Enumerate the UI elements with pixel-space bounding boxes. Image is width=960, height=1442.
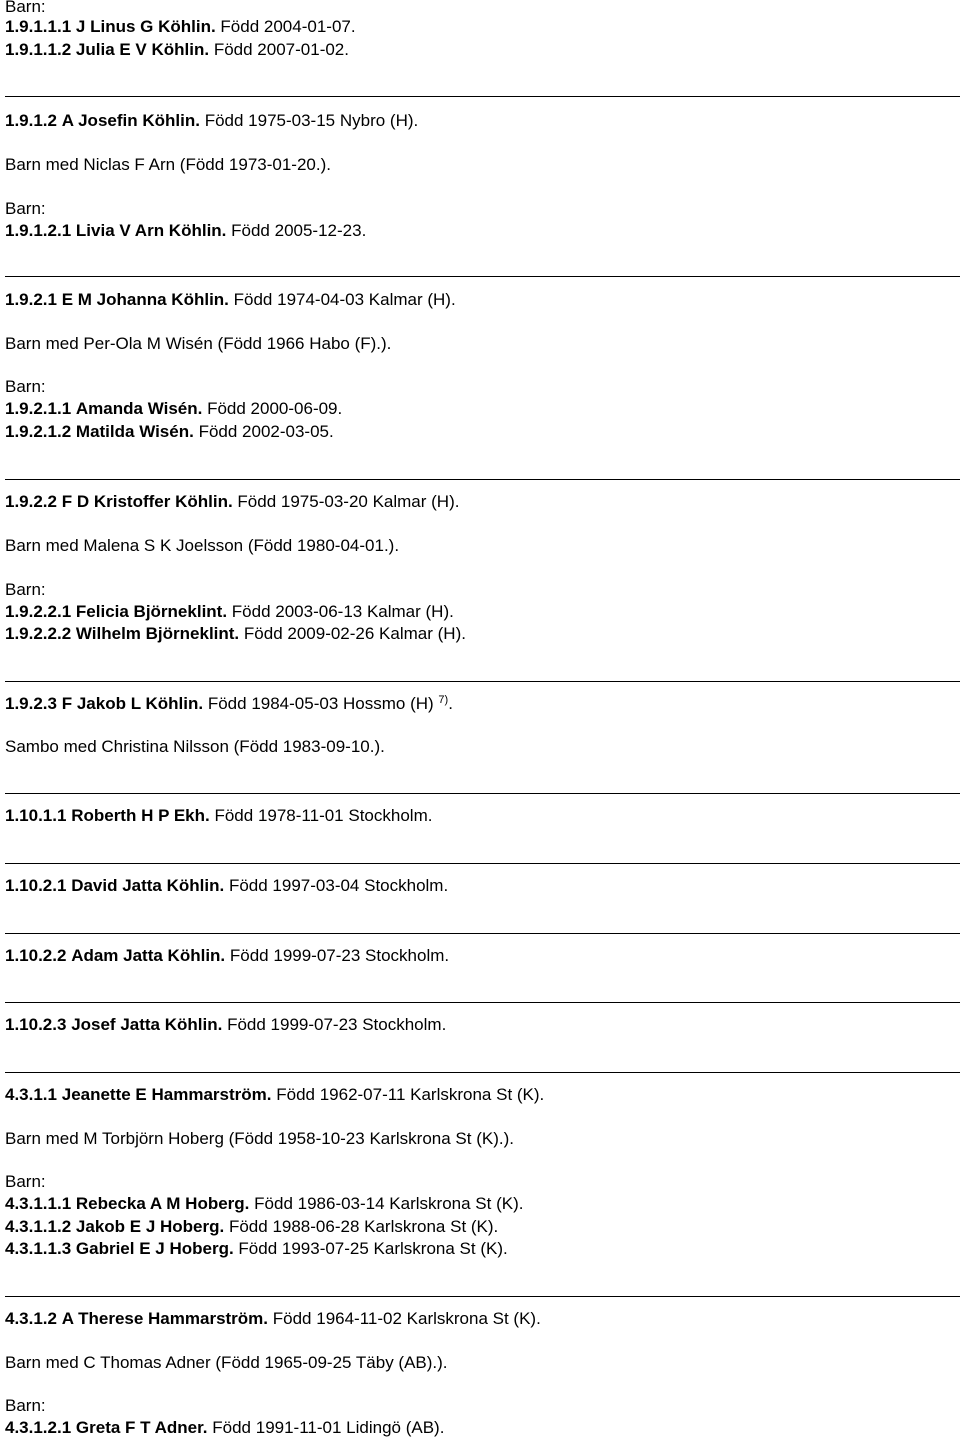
person-id: 1.10.1.1 [5, 806, 67, 825]
person-entry [5, 111, 418, 131]
child-name: Gabriel E J Hoberg. [75, 1239, 234, 1258]
child-id: 1.9.2.2.1 [5, 602, 72, 621]
children-label: Barn: [5, 0, 46, 16]
divider [5, 793, 960, 794]
divider [5, 276, 960, 277]
person-id: 4.3.1.2 [5, 1309, 57, 1328]
person-id: 4.3.1.1 [5, 1085, 57, 1104]
child-entry [5, 624, 466, 644]
person-entry [5, 1015, 446, 1035]
child-info: Född 1991-11-01 Lidingö (AB). [212, 1418, 445, 1437]
child-name: Wilhelm Björneklint. [75, 624, 240, 643]
footnote-marker: 7) [438, 694, 449, 706]
child-info: Född 1988-06-28 Karlskrona St (K). [228, 1217, 499, 1236]
child-info: Född 1986-03-14 Karlskrona St (K). [254, 1194, 524, 1213]
child-entry [5, 221, 366, 241]
person-info: Född 1999-07-23 Stockholm. [229, 946, 450, 965]
person-info: Född 1962-07-11 Karlskrona St (K). [276, 1085, 545, 1104]
child-info: Född 2002-03-05. [198, 422, 334, 441]
partner-line: Barn med Niclas F Arn (Född 1973-01-20.). [5, 155, 331, 174]
child-info: Född 2004-01-07. [220, 17, 356, 36]
person-name: F Jakob L Köhlin. [61, 694, 204, 713]
person-name: Adam Jatta Köhlin. [71, 946, 226, 965]
person-info: Född 1975-03-20 Kalmar (H). [237, 492, 460, 511]
child-name: Julia E V Köhlin. [75, 40, 210, 59]
person-info: Född 1975-03-15 Nybro (H). [204, 111, 419, 130]
child-name: Greta F T Adner. [75, 1418, 208, 1437]
person-entry [5, 946, 449, 966]
person-info: Född 1978-11-01 Stockholm. [214, 806, 433, 825]
divider [5, 933, 960, 934]
children-label: Barn: [5, 377, 46, 396]
child-id: 1.9.1.2.1 [5, 221, 72, 240]
person-name: A Josefin Köhlin. [61, 111, 200, 130]
child-id: 1.9.2.1.2 [5, 422, 72, 441]
person-entry [5, 876, 448, 896]
person-id: 1.10.2.2 [5, 946, 67, 965]
person-id: 1.10.2.3 [5, 1015, 67, 1034]
divider [5, 681, 960, 682]
child-info: Född 2009-02-26 Kalmar (H). [243, 624, 466, 643]
child-id: 1.9.2.1.1 [5, 399, 72, 418]
child-id: 1.9.1.1.2 [5, 40, 72, 59]
person-name: E M Johanna Köhlin. [61, 290, 229, 309]
child-id: 4.3.1.1.2 [5, 1217, 72, 1236]
child-info: Född 2005-12-23. [231, 221, 367, 240]
children-label: Barn: [5, 1396, 46, 1415]
child-id: 1.9.2.2.2 [5, 624, 72, 643]
partner-line: Barn med Malena S K Joelsson (Född 1980-04-01.). [5, 536, 400, 555]
person-id: 1.9.2.2 [5, 492, 57, 511]
person-info: Född 1974-04-03 Kalmar (H). [233, 290, 456, 309]
person-info-tail: . [448, 694, 453, 713]
child-entry [5, 1194, 523, 1214]
child-id: 4.3.1.2.1 [5, 1418, 72, 1437]
divider [5, 479, 960, 480]
person-id: 1.9.1.2 [5, 111, 57, 130]
partner-line: Sambo med Christina Nilsson (Född 1983-09-10.). [5, 737, 385, 756]
child-name: Matilda Wisén. [75, 422, 194, 441]
children-label: Barn: [5, 199, 46, 218]
child-name: Jakob E J Hoberg. [75, 1217, 225, 1236]
person-name: Roberth H P Ekh. [71, 806, 210, 825]
child-info: Född 2003-06-13 Kalmar (H). [231, 602, 454, 621]
person-info: Född 1999-07-23 Stockholm. [227, 1015, 447, 1034]
child-info: Född 2007-01-02. [213, 40, 349, 59]
person-id: 1.9.2.1 [5, 290, 57, 309]
child-entry [5, 422, 334, 442]
child-name: Felicia Björneklint. [75, 602, 228, 621]
child-info: Född 1993-07-25 Karlskrona St (K). [238, 1239, 508, 1258]
divider [5, 96, 960, 97]
divider [5, 1002, 960, 1003]
person-name: Jeanette E Hammarström. [61, 1085, 272, 1104]
child-id: 4.3.1.1.1 [5, 1194, 72, 1213]
child-entry [5, 40, 349, 60]
child-name: Amanda Wisén. [75, 399, 203, 418]
child-info: Född 2000-06-09. [207, 399, 343, 418]
child-entry [5, 1239, 508, 1259]
person-entry [5, 1085, 544, 1105]
child-name: Rebecka A M Hoberg. [75, 1194, 250, 1213]
person-name: David Jatta Köhlin. [71, 876, 225, 895]
child-entry [5, 602, 454, 622]
child-entry [5, 399, 342, 419]
person-info: Född 1984-05-03 Hossmo (H) [207, 694, 434, 713]
person-info: Född 1964-11-02 Karlskrona St (K). [272, 1309, 541, 1328]
person-entry [5, 806, 432, 826]
partner-line: Barn med C Thomas Adner (Född 1965-09-25 Täby (AB).). [5, 1353, 448, 1372]
person-name: Josef Jatta Köhlin. [71, 1015, 223, 1034]
person-id: 1.9.2.3 [5, 694, 57, 713]
partner-line: Barn med Per-Ola M Wisén (Född 1966 Habo (F).). [5, 334, 392, 353]
child-name: J Linus G Köhlin. [75, 17, 216, 36]
partner-line: Barn med M Torbjörn Hoberg (Född 1958-10-23 Karlskrona St (K).). [5, 1129, 514, 1148]
person-entry [5, 492, 459, 512]
children-label: Barn: [5, 1172, 46, 1191]
divider [5, 1296, 960, 1297]
person-info: Född 1997-03-04 Stockholm. [228, 876, 449, 895]
children-label: Barn: [5, 580, 46, 599]
divider [5, 1072, 960, 1073]
person-entry [5, 694, 453, 714]
child-name: Livia V Arn Köhlin. [75, 221, 227, 240]
child-entry [5, 1418, 444, 1438]
person-name: F D Kristoffer Köhlin. [61, 492, 233, 511]
child-id: 4.3.1.1.3 [5, 1239, 72, 1258]
person-id: 1.10.2.1 [5, 876, 67, 895]
child-id: 1.9.1.1.1 [5, 17, 72, 36]
divider [5, 863, 960, 864]
child-entry [5, 17, 356, 37]
child-entry [5, 1217, 498, 1237]
person-entry [5, 290, 456, 310]
person-name: A Therese Hammarström. [61, 1309, 269, 1328]
person-entry [5, 1309, 541, 1329]
